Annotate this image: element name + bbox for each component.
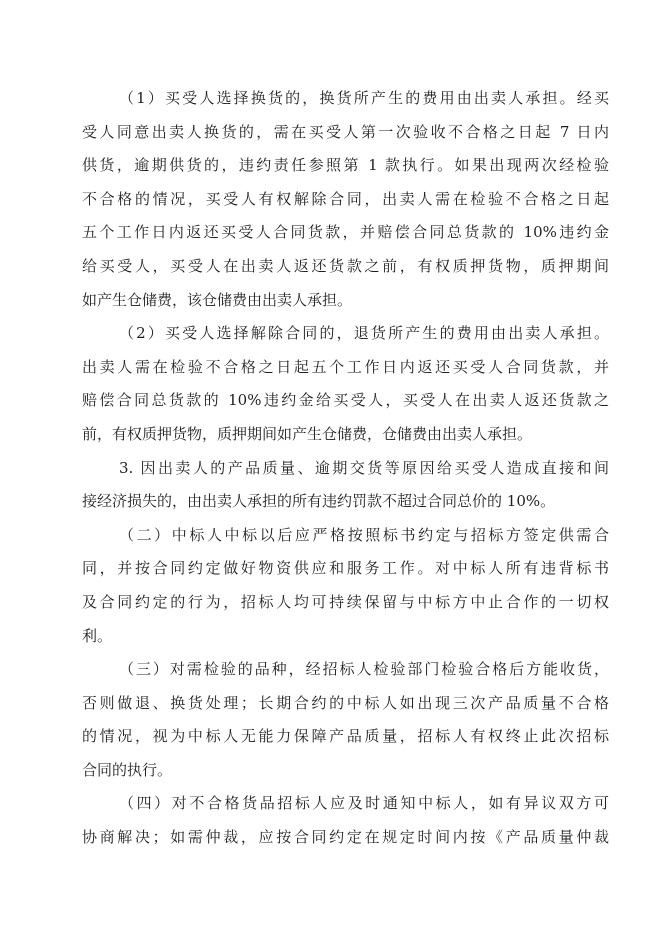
paragraph — [82, 519, 609, 653]
paragraph — [82, 653, 609, 787]
text-line: 利。 — [82, 626, 113, 645]
text-line: 接经济损失的，由出卖人承担的所有违约罚款不超过合同总价的 10%。 — [82, 492, 556, 511]
text-line: 五个工作日内返还买受人合同货款，并赔偿合同总货款的 10%违约金 — [82, 223, 609, 242]
text-line: （二）中标人中标以后应严格按照标书约定与招标方签定供需合 — [119, 525, 609, 544]
document-page — [82, 82, 609, 855]
text-line: （三）对需检验的品种，经招标人检验部门检验合格后方能收货， — [119, 660, 609, 679]
text-line: 同，并按合同约定做好物资供应和服务工作。对中标人所有违背标书 — [82, 559, 609, 578]
text-line: 前，有权质押货物，质押期间如产生仓储费，仓储费由出卖人承担。 — [82, 424, 533, 443]
text-line: 合同的执行。 — [82, 760, 173, 779]
text-line: 如产生仓储费，该仓储费由出卖人承担。 — [82, 290, 353, 309]
paragraph — [82, 317, 609, 451]
text-line: 出卖人需在检验不合格之日起五个工作日内返还买受人合同货款，并 — [82, 357, 609, 376]
text-line: 3. 因出卖人的产品质量、逾期交货等原因给买受人造成直接和间 — [119, 458, 609, 477]
text-line: （1）买受人选择换货的，换货所产生的费用由出卖人承担。经买 — [119, 89, 609, 107]
text-line: （四）对不合格货品招标人应及时通知中标人，如有异议双方可 — [119, 794, 609, 813]
text-line: 不合格的情况，买受人有权解除合同，出卖人需在检验不合格之日起 — [82, 189, 609, 208]
text-line: 给买受人，买受人在出卖人返还货款之前，有权质押货物，质押期间 — [82, 256, 609, 275]
paragraph — [82, 82, 609, 317]
text-line: 供货，逾期供货的，违约责任参照第 1 款执行。如果出现两次经检验 — [82, 156, 609, 175]
text-line: 协商解决；如需仲裁，应按合同约定在规定时间内按《产品质量仲裁 — [82, 828, 609, 847]
text-line: 否则做退、换货处理；长期合约的中标人如出现三次产品质量不合格 — [82, 693, 609, 712]
text-line: （2）买受人选择解除合同的，退货所产生的费用由出卖人承担。 — [119, 324, 609, 343]
paragraph — [82, 452, 609, 519]
text-line: 赔偿合同总货款的 10%违约金给买受人，买受人在出卖人返还货款之 — [82, 391, 609, 410]
text-line: 的情况，视为中标人无能力保障产品质量，招标人有权终止此次招标 — [82, 727, 609, 746]
text-line: 及合同约定的行为，招标人均可持续保留与中标方中止合作的一切权 — [82, 592, 609, 611]
paragraph — [82, 787, 609, 854]
text-line: 受人同意出卖人换货的，需在买受人第一次验收不合格之日起 7 日内 — [82, 122, 609, 141]
